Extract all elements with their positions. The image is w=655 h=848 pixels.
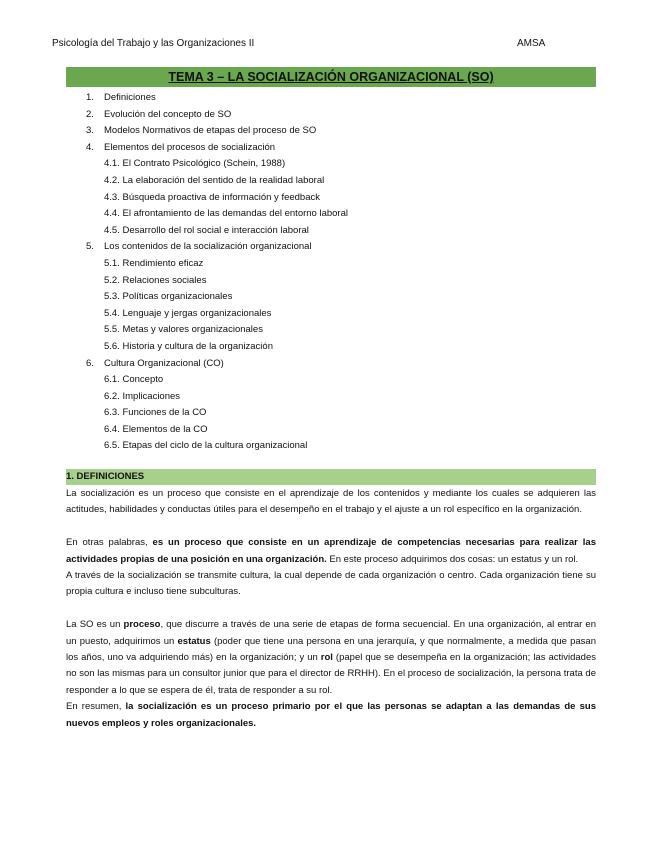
page-header bbox=[52, 38, 603, 49]
toc-subitem: 6.1. Concepto bbox=[104, 374, 164, 386]
toc-subitem: 4.2. La elaboración del sentido de la realidad laboral bbox=[104, 174, 325, 186]
toc-subitem: 4.4. El afrontamiento de las demandas del entorno laboral bbox=[104, 208, 348, 220]
toc-item bbox=[66, 239, 596, 256]
toc-item bbox=[66, 356, 596, 373]
table-of-contents bbox=[66, 90, 596, 455]
toc-item-label: Evolución del concepto de SO bbox=[104, 108, 232, 120]
toc-subitem: 6.4. Elementos de la CO bbox=[104, 423, 208, 435]
toc-item-number: 4. bbox=[86, 141, 94, 153]
paragraph-3: A través de la socialización se transmite cultura, la cual depende de cada organización o centro. Cada organización tiene su propia cultura e incluso tiene subculturas. bbox=[66, 570, 596, 598]
toc-subitem: 5.5. Metas y valores organizacionales bbox=[104, 324, 263, 336]
paragraph-2: En otras palabras, es un proceso que consiste en un aprendizaje de competencias necesarias para realizar las actividades propias de una posición en una organización. En este proceso adquirimos dos cosas: un estatus y un rol. bbox=[66, 537, 596, 565]
toc-subitem: 6.3. Funciones de la CO bbox=[104, 407, 207, 419]
toc-item-label: Modelos Normativos de etapas del proceso de SO bbox=[104, 125, 317, 137]
paragraph-4: La SO es un proceso, que discurre a través de una serie de etapas de forma secuencial. En una organización, al entrar en un puesto, adquirimos un estatus (poder que tiene una persona en una jerarquía, y que normalmente, a medida que pasan los años, uno va adquiriendo más) en la organización; y un rol (papel que se desempeña en la organización; las actividades no son las mismas para un consultor junior que para el director de RRHH). En el proceso de socialización, la persona trata de responder a lo que se espera de él, trata de responder a su rol. bbox=[66, 619, 596, 696]
toc-item bbox=[66, 123, 596, 140]
toc-item-label: Elementos del procesos de socialización bbox=[104, 141, 276, 153]
toc-subitem: 5.3. Políticas organizacionales bbox=[104, 291, 233, 303]
toc-subitem: 5.2. Relaciones sociales bbox=[104, 274, 207, 286]
toc-item-number: 3. bbox=[86, 125, 94, 137]
toc-item bbox=[66, 90, 596, 107]
paragraph-1: La socialización es un proceso que consiste en el aprendizaje de los contenidos y mediante los cuales se adquieren las actitudes, habilidades y conductas útiles para el desempeño en el trabajo y el ajuste a un rol específico en la organización. bbox=[66, 488, 596, 516]
toc-subitem: 6.5. Etapas del ciclo de la cultura organizacional bbox=[104, 440, 308, 452]
toc-subitem: 4.1. El Contrato Psicológico (Schein, 1988) bbox=[104, 158, 286, 170]
toc-subitem: 5.6. Historia y cultura de la organización bbox=[104, 340, 273, 352]
toc-item-number: 2. bbox=[86, 108, 94, 120]
toc-item bbox=[66, 107, 596, 124]
toc-subitem: 5.4. Lenguaje y jergas organizacionales bbox=[104, 307, 272, 319]
header-author: AMSA bbox=[517, 38, 546, 49]
document-title: TEMA 3 – LA SOCIALIZACIÓN ORGANIZACIONAL (SO) bbox=[66, 67, 596, 87]
section-body bbox=[66, 486, 596, 732]
toc-item-number: 1. bbox=[86, 92, 94, 103]
toc-item-label: Definiciones bbox=[104, 92, 156, 103]
toc-subitem: 5.1. Rendimiento eficaz bbox=[104, 257, 204, 269]
toc-item-number: 5. bbox=[86, 241, 94, 253]
header-course-title: Psicología del Trabajo y las Organizaciones II bbox=[52, 38, 255, 49]
toc-subitem: 4.3. Búsqueda proactiva de información y feedback bbox=[104, 191, 320, 203]
toc-item-label: Cultura Organizacional (CO) bbox=[104, 357, 224, 369]
toc-subitem: 4.5. Desarrollo del rol social e interacción laboral bbox=[104, 224, 309, 236]
toc-item-number: 6. bbox=[86, 357, 94, 369]
section-heading-definiciones: 1. DEFINICIONES bbox=[66, 469, 596, 485]
toc-subitem: 6.2. Implicaciones bbox=[104, 390, 181, 402]
toc-item-label: Los contenidos de la socialización organizacional bbox=[104, 241, 312, 253]
toc-item bbox=[66, 140, 596, 157]
paragraph-5: En resumen, la socialización es un proceso primario por el que las personas se adaptan a las demandas de sus nuevos empleos y roles organizacionales. bbox=[66, 701, 596, 729]
